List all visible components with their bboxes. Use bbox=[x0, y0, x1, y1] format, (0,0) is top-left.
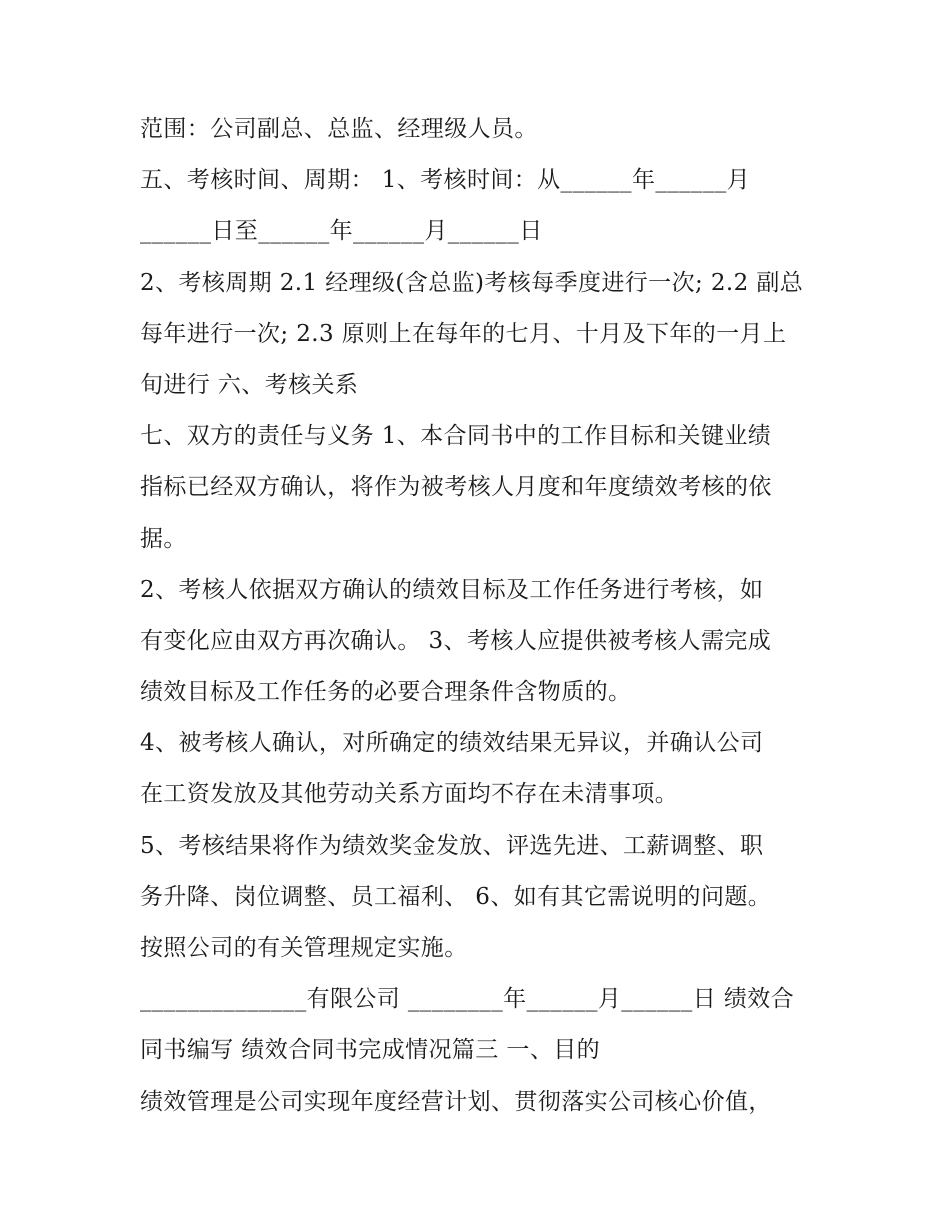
text-line-signature: ______________有限公司 ________年______月______日 绩效合 bbox=[140, 986, 795, 1013]
text-line-item-3: 有变化应由双方再次确认。 3、考核人应提供被考核人需完成 bbox=[140, 627, 772, 654]
text-line-chapter-three: 同书编写 绩效合同书完成情况篇三 一、目的 bbox=[140, 1037, 601, 1064]
document-body bbox=[140, 104, 820, 1128]
text-line-scope: 范围：公司副总、总监、经理级人员。 bbox=[140, 116, 538, 142]
text-line-duties: 七、双方的责任与义务 1、本合同书中的工作目标和关键业绩 bbox=[140, 423, 772, 450]
text-line-purpose: 绩效管理是公司实现年度经营计划、贯彻落实公司核心价值， bbox=[140, 1088, 772, 1115]
text-line-cycle: 2、考核周期 2.1 经理级(含总监)考核每季度进行一次; 2.2 副总 bbox=[140, 269, 804, 296]
text-line-relationship: 旬进行 六、考核关系 bbox=[140, 371, 359, 398]
text-line-item-3-cont: 绩效目标及工作任务的必要合理条件含物质的。 bbox=[140, 679, 632, 706]
text-line-cycle-cont: 每年进行一次; 2.3 原则上在每年的七月、十月及下年的一月上 bbox=[140, 320, 787, 347]
text-line-item-4: 4、被考核人确认，对所确定的绩效结果无异议，并确认公司 bbox=[140, 730, 764, 757]
text-line-item-5: 5、考核结果将作为绩效奖金发放、评选先进、工薪调整、职 bbox=[140, 832, 764, 859]
text-line-date-range: ______日至______年______月______日 bbox=[140, 218, 543, 245]
text-line-assessment-time: 五、考核时间、周期： 1、考核时间：从______年______月 bbox=[140, 167, 751, 194]
text-line-item-4-cont: 在工资发放及其他劳动关系方面均不存在未清事项。 bbox=[140, 781, 679, 808]
text-line-duties-cont: 指标已经双方确认，将作为被考核人月度和年度绩效考核的依 bbox=[140, 474, 772, 501]
text-line-implementation: 按照公司的有关管理规定实施。 bbox=[140, 935, 468, 961]
text-line-item-6: 务升降、岗位调整、员工福利、 6、如有其它需说明的问题。 bbox=[140, 883, 772, 910]
text-line-duties-end: 据。 bbox=[140, 525, 187, 552]
text-line-item-2: 2、考核人依据双方确认的绩效目标及工作任务进行考核，如 bbox=[140, 576, 764, 603]
